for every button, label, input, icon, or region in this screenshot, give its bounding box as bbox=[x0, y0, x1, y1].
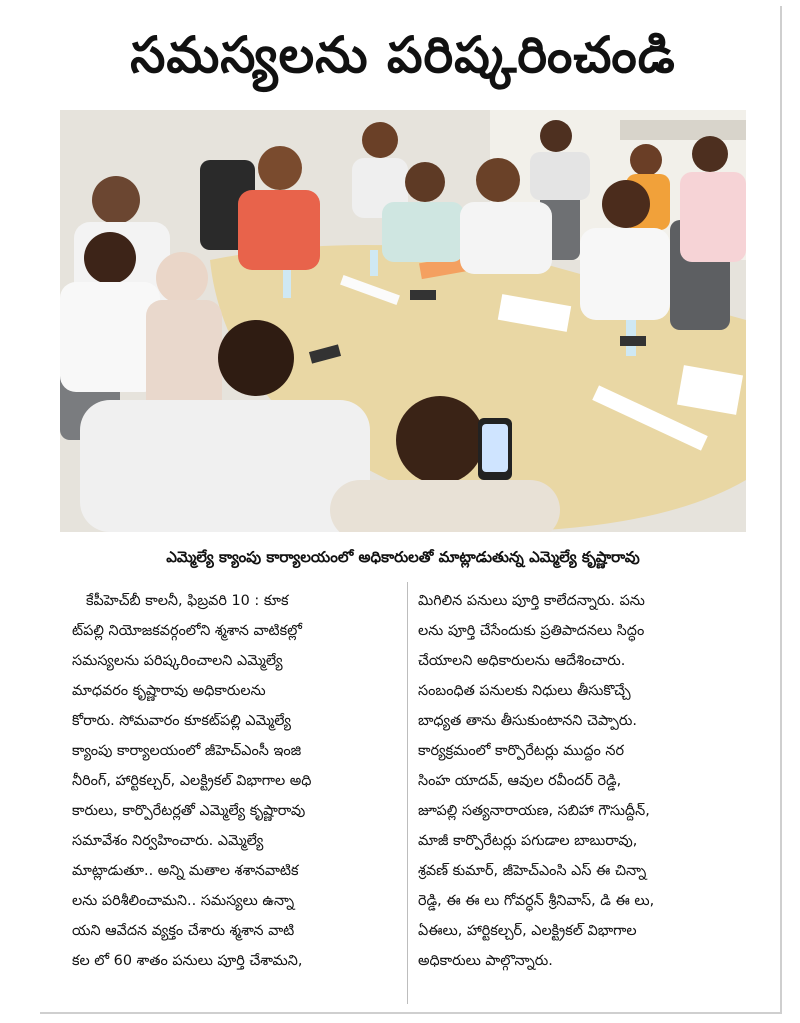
text-line: అధికారులు పాల్గొన్నారు. bbox=[418, 953, 553, 969]
text-line: కార్యక్రమంలో కార్పొరేటర్లు ముద్దం నర bbox=[418, 743, 624, 759]
text-line: మాట్లాడుతూ.. అన్ని మతాల శశానవాటిక bbox=[72, 863, 299, 879]
meeting-photo bbox=[60, 110, 746, 532]
article-column-left bbox=[72, 586, 394, 996]
headline: సమస్యలను పరిష్కరించండి bbox=[130, 26, 676, 84]
photo-caption: ఎమ్మెల్యే క్యాంపు కార్యాలయంలో అధికారులతో మాట్లాడుతున్న ఎమ్మెల్యే కృష్ణారావు bbox=[166, 548, 640, 566]
text-line: మాజీ కార్పొరేటర్లు పగుడాల బాబురావు, bbox=[418, 833, 638, 849]
column-divider bbox=[407, 582, 408, 1004]
text-line: ఏఈలు, హార్టికల్చర్, ఎలక్ట్రికల్ విభాగాల bbox=[418, 923, 637, 939]
text-line: కారులు, కార్పొరేటర్లతో ఎమ్మెల్యే కృష్ణారావు bbox=[72, 803, 306, 819]
text-line: ట్‌పల్లి నియోజకవర్గంలోని శ్మశాన వాటికల్లో bbox=[72, 623, 302, 639]
text-line: కోరారు. సోమవారం కూకట్‌పల్లి ఎమ్మెల్యే bbox=[72, 713, 292, 729]
text-line: సమావేశం నిర్వహించారు. ఎమ్మెల్యే bbox=[72, 833, 264, 849]
text-line: క్యాంపు కార్యాలయంలో జీహెచ్‌ఎంసీ ఇంజి bbox=[72, 743, 302, 759]
text-line: చేయాలని అధికారులను ఆదేశించారు. bbox=[418, 653, 626, 669]
text-line: లను పరిశీలించామని.. సమస్యలు ఉన్నా bbox=[72, 893, 295, 909]
text-line: సంబంధిత పనులకు నిధులు తీసుకొచ్చే bbox=[418, 683, 631, 699]
text-line: బాధ్యత తాను తీసుకుంటానని చెప్పారు. bbox=[418, 713, 637, 729]
text-line: లను పూర్తి చేసేందుకు ప్రతిపాదనలు సిద్ధం bbox=[418, 623, 645, 639]
article-column-right bbox=[418, 586, 740, 996]
text-line: సింహ యాదవ్, ఆవుల రవీందర్ రెడ్డి, bbox=[418, 773, 622, 789]
text-line: కేపీహెచ్‌బీ కాలనీ, ఫిబ్రవరి 10 : కూక bbox=[86, 593, 289, 609]
text-line: జూపల్లి సత్యనారాయణ, సబిహా గౌసుద్దీన్, bbox=[418, 803, 650, 819]
text-line: సమస్యలను పరిష్కరించాలని ఎమ్మెల్యే bbox=[72, 653, 283, 669]
text-line: మిగిలిన పనులు పూర్తి కాలేదన్నారు. పను bbox=[418, 593, 645, 609]
text-line: రెడ్డి, ఈ ఈ లు గోవర్ధన్ శ్రీనివాస్, డి ఈ లు, bbox=[418, 893, 655, 909]
text-line: యని ఆవేదన వ్యక్తం చేశారు శ్మశాన వాటి bbox=[72, 923, 295, 939]
text-line: కల లో 60 శాతం పనులు పూర్తి చేశామని, bbox=[72, 953, 303, 969]
text-line: నీరింగ్, హార్టికల్చర్, ఎలక్ట్రికల్ విభాగాల అధి bbox=[72, 773, 312, 789]
text-line: శ్రవణ్ కుమార్, జీహెచ్‌ఎంసి ఎస్ ఈ చిన్నా bbox=[418, 863, 647, 879]
text-line: మాధవరం కృష్ణారావు అధికారులను bbox=[72, 683, 266, 699]
